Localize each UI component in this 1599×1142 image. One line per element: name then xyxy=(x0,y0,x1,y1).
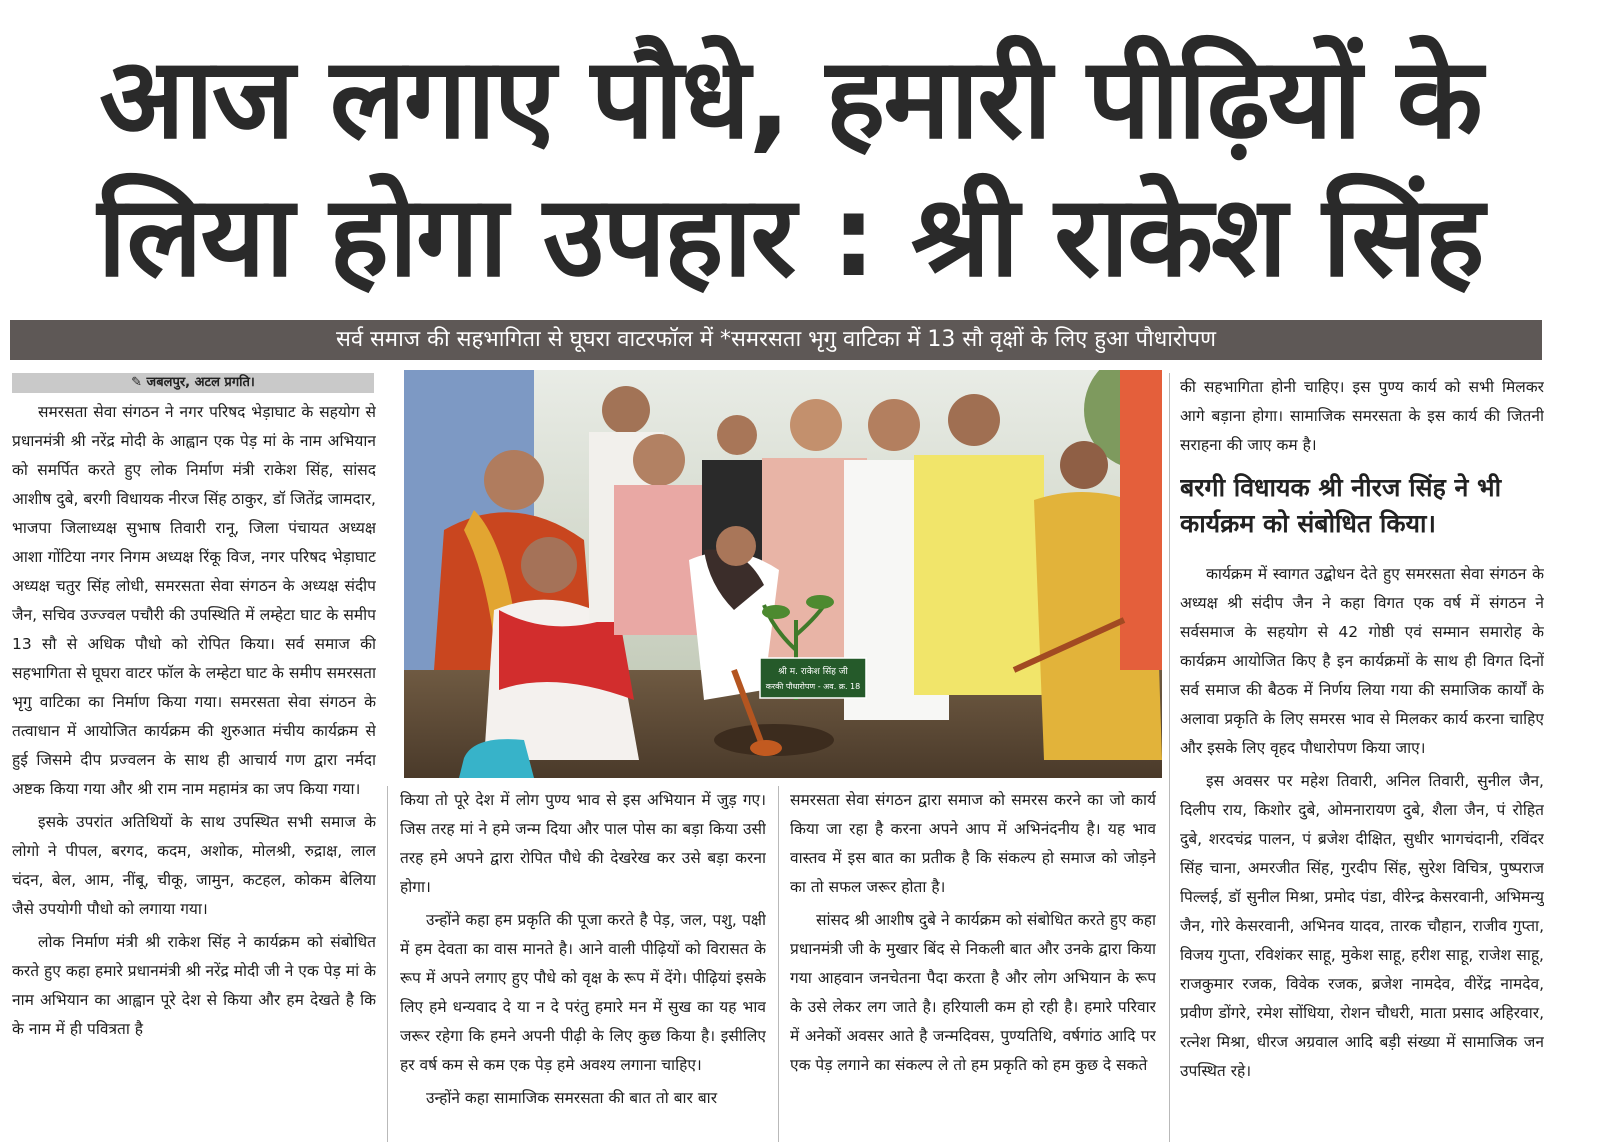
plantation-photo-illustration xyxy=(404,370,1162,778)
article-column-4 xyxy=(1180,373,1544,1142)
paragraph: कार्यक्रम में स्वागत उद्बोधन देते हुए समरसता सेवा संगठन के अध्यक्ष श्री संदीप जैन ने कहा विगत एक वर्ष में संगठन ने सर्वसमाज के सहयोग से 42 गोष्ठी एवं सम्मान समारोह के कार्यक्रम आयोजित किए है इन कार्यक्रमों के साथ ही विगत दिनों सर्व समाज की बैठक में निर्णय लिया गया की समाजिक कार्यों के अलावा प्रकृति के लिए समरस भाव से मिलकर कार्य करना चाहिए और इसके लिए वृहद पौधारोपण किया जाए। xyxy=(1180,565,1544,757)
news-photo xyxy=(404,370,1162,778)
paragraph: इसके उपरांत अतिथियों के साथ उपस्थित सभी समाज के लोगो ने पीपल, बरगद, कदम, अशोक, मोलश्री, रुद्राक्ष, लाल चंदन, बेल, आम, नींबू, चीकू, जामुन, कटहल, कोकम बेलिया जैसे उपयोगी पौधो को लगाया गया। xyxy=(12,813,376,918)
article-column-1 xyxy=(12,398,376,1142)
paragraph: सांसद श्री आशीष दुबे ने कार्यक्रम को संबोधित करते हुए कहा प्रधानमंत्री जी के मुखार बिंद से निकली बात और उनके द्वारा किया गया आहवान जनचेतना पैदा करता है और लोग अभियान के रूप के उसे लेकर लग जाते है। हरियाली कम हो रही है। हमारे परिवार में अनेकों अवसर आते है जन्मदिवस, पुण्यतिथि, वर्षगांठ आदि पर एक पेड़ लगाने का संकल्प ले तो हम प्रकृति को हम कुछ दे सकते xyxy=(790,911,1156,1074)
headline-line-1: आज लगाए पौधे, हमारी पीढ़ियों के xyxy=(99,34,1481,164)
paragraph: इस अवसर पर महेश तिवारी, अनिल तिवारी, सुनील जैन, दिलीप राय, किशोर दुबे, ओमनारायण दुबे, शैला जैन, पं रोहित दुबे, शरदचंद्र पालन, पं ब्रजेश दीक्षित, सुधीर भागचंदानी, रविंदर सिंह चाना, अमरजीत सिंह, गुरदीप सिंह, सुरेश विचित्र, पुष्पराज पिल्लई, डॉ सुनील मिश्रा, प्रमोद पंडा, वीरेन्द्र केसरवानी, अभिमन्यु जैन, गोरे केसरवानी, अभिनव यादव, तारक चौहान, राजीव गुप्ता, विजय गुप्ता, रविशंकर साहू, मुकेश साहू, हरीश साहू, राजेश साहू, राजकुमार रजक, विवेक रजक, ब्रजेश नामदेव, वीरेंद्र नामदेव, प्रवीण डोंगरे, रमेश सोंधिया, रोशन चौधरी, माता प्रसाद अहिरवार, रत्नेश मिश्रा, धीरज अग्रवाल आदि बड़ी संख्या में सामाजिक जन उपस्थित रहे। xyxy=(1180,772,1544,1080)
article-column-2 xyxy=(400,786,766,1142)
article-column-3 xyxy=(790,786,1156,1142)
paragraph: किया तो पूरे देश में लोग पुण्य भाव से इस अभियान में जुड़ गए। जिस तरह मां ने हमे जन्म दिया और पाल पोस का बड़ा किया उसी तरह हमे अपने द्वारा रोपित पौधे की देखरेख कर उसे बड़ा करना होगा। xyxy=(400,791,766,896)
headline-line-2: लिया होगा उपहार : श्री राकेश सिंह xyxy=(97,172,1483,302)
plaque-line-2: करकी पौधारोपण - अव. क्र. 18 xyxy=(765,682,861,691)
headline xyxy=(40,30,1540,308)
dateline: ✎ जबलपुर, अटल प्रगति। xyxy=(12,373,374,393)
subheadline-bar: सर्व समाज की सहभागिता से घूघरा वाटरफॉल में *समरसता भृगु वाटिका में 13 सौ वृक्षों के लिए हुआ पौधारोपण xyxy=(10,320,1542,360)
column-divider xyxy=(1169,373,1170,1142)
paragraph: लोक निर्माण मंत्री श्री राकेश सिंह ने कार्यक्रम को संबोधित करते हुए कहा हमारे प्रधानमंत्री श्री नरेंद्र मोदी जी ने एक पेड़ मां के नाम अभियान का आह्वान पूरे देश से किया और हम देखते है कि के नाम में ही पवित्रता है xyxy=(12,933,376,1038)
photo-plaque xyxy=(760,658,866,698)
paragraph: समरसता सेवा संगठन द्वारा समाज को समरस करने का जो कार्य किया जा रहा है करना अपने आप में अभिनंदनीय है। यह भाव वास्तव में इस बात का प्रतीक है कि संकल्प हो समाज को जोड़ने का तो सफल जरूर होता है। xyxy=(790,791,1156,896)
paragraph: समरसता सेवा संगठन ने नगर परिषद भेड़ाघाट के सहयोग से प्रधानमंत्री श्री नरेंद्र मोदी के आह्वान एक पेड़ मां के नाम अभियान को समर्पित करते हुए लोक निर्माण मंत्री राकेश सिंह, सांसद आशीष दुबे, बरगी विधायक नीरज सिंह ठाकुर, डॉ जितेंद्र जामदार, भाजपा जिलाध्यक्ष सुभाष तिवारी रानू, जिला पंचायत अध्यक्ष आशा गोंटिया नगर निगम अध्यक्ष रिंकू विज, नगर परिषद भेड़ाघाट अध्यक्ष चतुर सिंह लोधी, समरसता सेवा संगठन के अध्यक्ष संदीप जैन, सचिव उज्ज्वल पचौरी की उपस्थिति में लम्हेटा घाट के समीप 13 सौ से अधिक पौधो को रोपित किया। सर्व समाज की सहभागिता से घूघरा वाटर फॉल के लम्हेटा घाट के समीप समरसता भृगु वाटिका का निर्माण किया गया। समरसता सेवा संगठन के तत्वाधान में आयोजित कार्यक्रम की शुरुआत मंचीय कार्यक्रम से हुई जिसमे दीप प्रज्वलन के साथ ही आचार्य गण द्वारा नर्मदा अष्टक किया गया और श्री राम नाम महामंत्र का जप किया गया। xyxy=(12,403,376,798)
column-divider xyxy=(387,786,388,1142)
paragraph: उन्होंने कहा सामाजिक समरसता की बात तो बार बार xyxy=(426,1089,718,1107)
plaque-line-1: श्री म. राकेश सिंह जी xyxy=(778,667,848,677)
paragraph: उन्होंने कहा हम प्रकृति की पूजा करते है पेड़, जल, पशु, पक्षी में हम देवता का वास मानते है। आने वाली पीढ़ियों को विरासत के रूप में अपने लगाए हुए पौधे को वृक्ष के रूप में देंगे। पीढ़ियां इसके लिए हमे धन्यवाद दे या न दे परंतु हमारे मन में सुख का यह भाव जरूर रहेगा कि हमने अपनी पीढ़ी के लिए कुछ किया है। इसीलिए हर वर्ष कम से कम एक पेड़ हमे अवश्य लगाना चाहिए। xyxy=(400,911,766,1074)
paragraph: की सहभागिता होनी चाहिए। इस पुण्य कार्य को सभी मिलकर आगे बड़ाना होगा। सामाजिक समरसता के इस कार्य की जितनी सराहना की जाए कम है। xyxy=(1180,378,1544,454)
column-divider xyxy=(778,786,779,1142)
section-subhead: बरगी विधायक श्री नीरज सिंह ने भी कार्यक्रम को संबोधित किया। xyxy=(1180,473,1502,538)
